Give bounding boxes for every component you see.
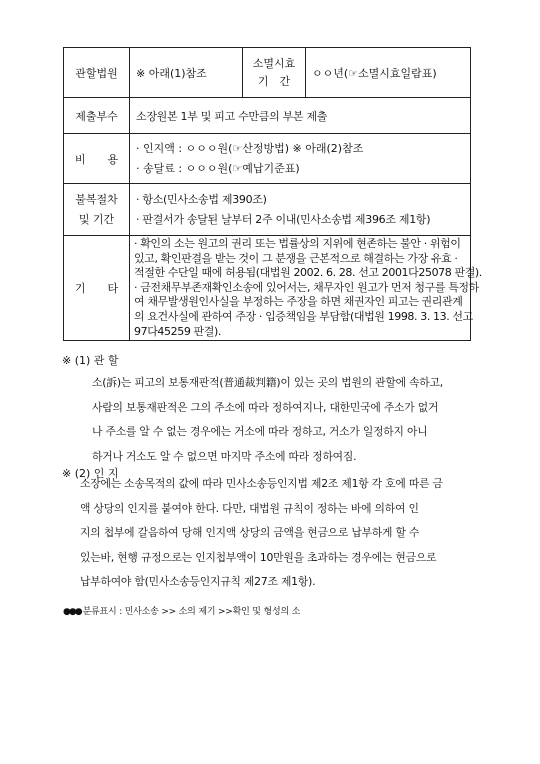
row-submission bbox=[64, 98, 471, 134]
appeal-line2: · 판결서가 송달된 날부터 2주 이내(민사소송법 제396조 제1항) bbox=[136, 212, 431, 226]
appeal-label-line2: 및 기간 bbox=[78, 212, 115, 226]
section2-line: 액 상당의 인지를 붙여야 한다. 다만, 대법원 규칙이 정하는 바에 의하여 인 bbox=[80, 501, 419, 515]
other-value bbox=[130, 236, 482, 341]
section1-line: 나 주소를 알 수 없는 경우에는 거소에 따라 정하고, 거소가 일정하지 아니 bbox=[92, 425, 428, 438]
row-other bbox=[64, 236, 471, 341]
other-line: 97다45259 판결). bbox=[134, 324, 221, 338]
section1-body bbox=[92, 371, 476, 469]
section2-line: 소장에는 소송목적의 값에 따라 민사소송등인지법 제2조 제1항 각 호에 따른 금 bbox=[80, 477, 443, 490]
jurisdiction-label: 관할법원 bbox=[64, 48, 130, 98]
row-cost bbox=[64, 134, 471, 184]
jurisdiction-value: ※ 아래(1)참조 bbox=[130, 48, 243, 98]
appeal-label-line1: 불복절차 bbox=[75, 192, 118, 206]
case-info-table bbox=[63, 47, 482, 341]
other-line: 있고, 확인판결을 받는 것이 그 분쟁을 근본적으로 해결하는 가장 유효 · bbox=[134, 251, 458, 265]
section2-line: 납부하여야 함(민사소송등인지규칙 제27조 제1항). bbox=[80, 575, 316, 588]
cost-label: 비 용 bbox=[64, 134, 130, 184]
section1-line: 하거나 거소도 알 수 없으면 마지막 주소에 따라 정하여짐. bbox=[92, 449, 357, 463]
appeal-line1: · 항소(민사소송법 제390조) bbox=[136, 192, 267, 206]
row-appeal bbox=[64, 184, 471, 236]
section1-heading: ※ (1) 관 할 bbox=[62, 354, 119, 367]
submission-value: 소장원본 1부 및 피고 수만큼의 부본 제출 bbox=[130, 98, 471, 134]
section2-line: 지의 첩부에 갈음하여 당해 인지액 상당의 금액을 현금으로 납부하게 할 수 bbox=[80, 526, 420, 539]
section2-line: 있는바, 현행 규정으로는 인지첩부액이 10만원을 초과하는 경우에는 현금으로 bbox=[80, 550, 437, 564]
other-label: 기 타 bbox=[64, 236, 130, 341]
limitation-label-line2: 기 간 bbox=[257, 74, 291, 88]
other-line: · 금전채무부존재확인소송에 있어서는, 채무자인 원고가 먼저 청구를 특정하 bbox=[134, 280, 479, 294]
other-line: 적절한 수단일 때에 허용됨(대법원 2002. 6. 28. 선고 2001다25078 판결). bbox=[134, 266, 482, 280]
cost-value bbox=[130, 134, 471, 184]
bullet-dots-icon: ●●● bbox=[63, 607, 81, 617]
other-line: 의 요건사실에 관하여 주장 · 입증책임을 부담함(대법원 1998. 3. 13. 선고 bbox=[134, 309, 473, 323]
classification-footer bbox=[63, 604, 300, 617]
cost-delivery-line: · 송달료 : ㅇㅇㅇ원(☞예납기준표) bbox=[136, 161, 300, 175]
classification-text: 분류표시 : 민사소송 >> 소의 제기 >>확인 및 형성의 소 bbox=[82, 607, 301, 617]
section1-line: 사람의 보통재판적은 그의 주소에 따라 정하여지나, 대한민국에 주소가 없거 bbox=[92, 400, 439, 414]
submission-label: 제출부수 bbox=[64, 98, 130, 134]
limitation-label-line1: 소멸시효 bbox=[252, 56, 296, 70]
limitation-value: ㅇㅇ년(☞소멸시효일람표) bbox=[306, 48, 471, 98]
appeal-label bbox=[64, 184, 130, 236]
other-line: 여 채무발생원인사실을 부정하는 주장을 하면 채권자인 피고는 권리관계 bbox=[134, 295, 463, 309]
other-line: · 확인의 소는 원고의 권리 또는 법률상의 지위에 현존하는 불안 · 위험이 bbox=[134, 237, 461, 250]
section1-line: 소(訴)는 피고의 보통재판적(普通裁判籍)이 있는 곳의 법원의 관할에 속하고, bbox=[92, 376, 443, 389]
appeal-value bbox=[130, 184, 471, 236]
section2-body bbox=[80, 472, 476, 595]
cost-stamp-line: · 인지액 : ㅇㅇㅇ원(☞산정방법) ※ 아래(2)참조 bbox=[136, 141, 364, 155]
section2-heading: ※ (2) 인 지 bbox=[62, 467, 119, 480]
limitation-label bbox=[243, 48, 306, 98]
row-jurisdiction bbox=[64, 48, 471, 98]
